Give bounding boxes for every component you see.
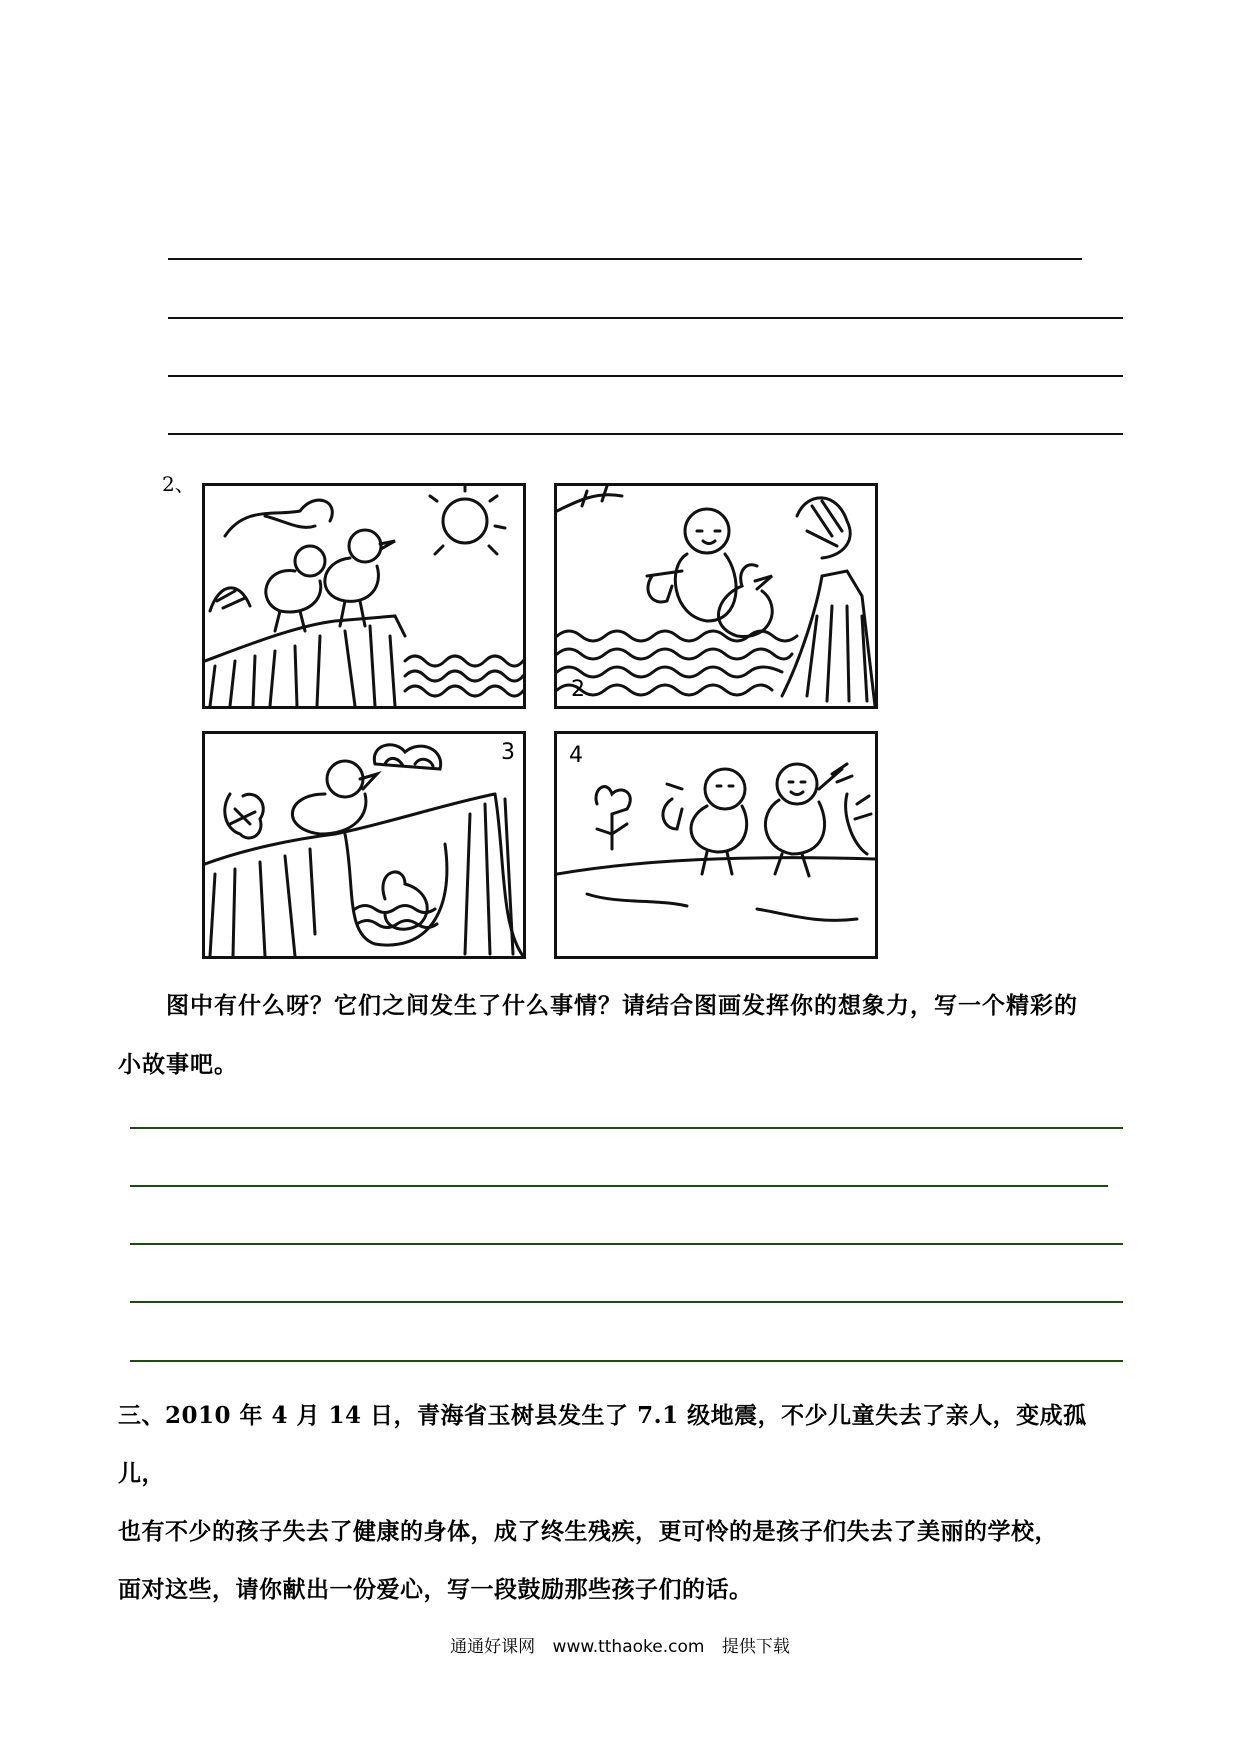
panel-number: 4 — [569, 743, 583, 768]
story-prompt-line-2: 小故事吧。 — [118, 1051, 238, 1078]
answer-line — [168, 375, 1123, 377]
panel-number: 3 — [501, 740, 515, 765]
story-prompt-line-1: 图中有什么呀？它们之间发生了什么事情？请结合图画发挥你的想象力，写一个精彩的 — [166, 992, 1078, 1019]
comic-panel-3 — [202, 731, 526, 959]
section-3-line-3: 面对这些，请你献出一份爱心，写一段鼓励那些孩子们的话。 — [118, 1576, 753, 1603]
panel-number: 2 — [571, 677, 585, 702]
answer-line — [168, 317, 1123, 319]
footer-suffix: 提供下载 — [721, 1637, 790, 1657]
footer-site-name: 通通好课网 — [450, 1637, 536, 1657]
answer-line — [168, 258, 1082, 260]
answer-line — [130, 1127, 1123, 1129]
comic-drawing-duck-in-water — [557, 486, 875, 706]
comic-panel-2 — [554, 483, 878, 709]
comic-panel-4 — [554, 731, 878, 959]
story-prompt — [118, 976, 1128, 1094]
section-3-line-1: 三、2010 年 4 月 14 日，青海省玉树县发生了 7.1 级地震，不少儿童失去了亲人，变成孤儿， — [118, 1402, 1087, 1487]
footer-url: www.tthaoke.com — [552, 1637, 705, 1657]
comic-panel-1 — [202, 483, 526, 709]
comic-drawing-ducks-friends — [557, 734, 875, 956]
section-3-question — [118, 1387, 1133, 1619]
page-footer — [0, 1632, 1240, 1657]
section-3-line-2: 也有不少的孩子失去了健康的身体，成了终生残疾，更可怜的是孩子们失去了美丽的学校， — [118, 1518, 1058, 1545]
answer-line — [130, 1243, 1123, 1245]
answer-line — [130, 1185, 1108, 1187]
comic-drawing-duck-rescue — [205, 734, 523, 956]
answer-line — [130, 1360, 1123, 1362]
answer-line — [168, 433, 1123, 435]
comic-drawing-ducks-on-cliff — [205, 486, 523, 706]
question-number: 2、 — [162, 472, 195, 496]
answer-line — [130, 1301, 1123, 1303]
